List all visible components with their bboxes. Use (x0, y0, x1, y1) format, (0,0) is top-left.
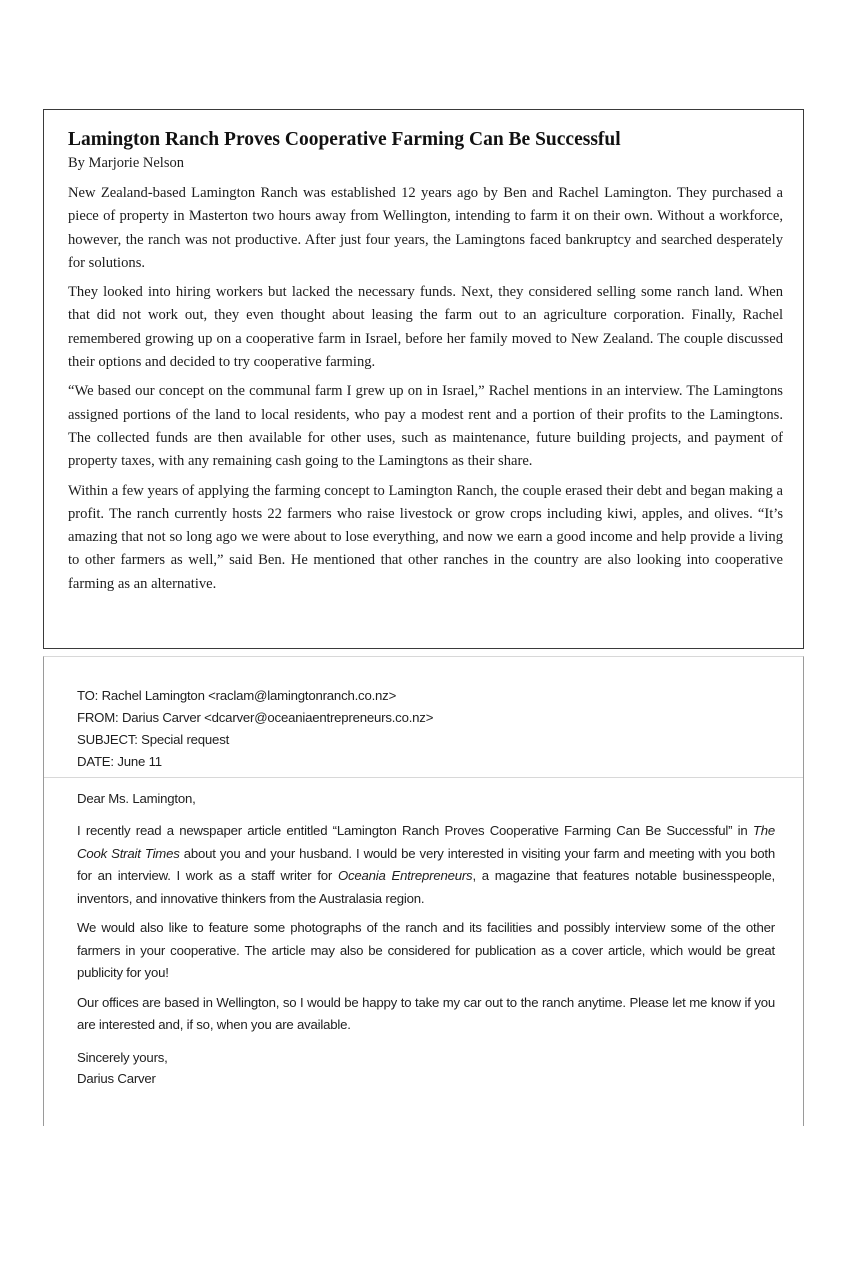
email-to-line: TO: Rachel Lamington <raclam@lamingtonranch.co.nz> (77, 688, 397, 703)
email-paragraph: Our offices are based in Wellington, so I would be happy to take my car out to the ranch anytime. Please let me know if you are interested and, if so, when you are available. (77, 994, 775, 1032)
magazine-name: Oceania Entrepreneurs (337, 868, 473, 883)
email-header (44, 657, 803, 778)
email-date-line: DATE: June 11 (77, 754, 162, 769)
article-paragraph: “We based our concept on the communal farm I grew up on in Israel,” Rachel mentions in an interview. The Lamingtons assigned portions of the land to local residents, who pay a modest rent and a portion of their profits to the Lamingtons. The collected funds are then available for other uses, such as maintenance, future building projects, and payment of property taxes, with any remaining cash going to the Lamingtons as their share. (68, 383, 783, 470)
email-text: about you and your husband. I would be very interested in visiting your farm and meeting with you both for an interview. I work as a staff writer for (77, 845, 775, 883)
email-text: , a magazine that features notable businesspeople, inventors, and innovative thinkers from the Australasia region. (77, 868, 775, 906)
email-signature: Darius Carver (77, 1070, 156, 1086)
article-paragraph: They looked into hiring workers but lacked the necessary funds. Next, they considered selling some ranch land. When that did not work out, they even thought about leasing the farm out to an agriculture corporation. Finally, Rachel remembered growing up on a cooperative farm in Israel, before her family moved to New Zealand. The couple discussed their options and decided to try cooperative farming. (68, 284, 783, 371)
email-from-line: FROM: Darius Carver <dcarver@oceaniaentrepreneurs.co.nz> (77, 710, 434, 725)
article-paragraph: Within a few years of applying the farming concept to Lamington Ranch, the couple erased their debt and began making a profit. The ranch currently hosts 22 farmers who raise livestock or grow crops including kiwi, apples, and olives. “It’s amazing that not so long ago we were about to lose everything, and now we earn a good income and help provide a living to other farmers as well,” said Ben. He mentioned that other ranches in the country are also looking into cooperative farming as an alternative. (68, 482, 783, 592)
article-byline: By Marjorie Nelson (68, 155, 184, 171)
newspaper-article (43, 109, 804, 649)
article-paragraph: New Zealand-based Lamington Ranch was established 12 years ago by Ben and Rachel Lamington. They purchased a piece of property in Masterton two hours away from Wellington, intending to farm it on their own. Without a workforce, however, the ranch was not productive. After just four years, the Lamingtons faced bankruptcy and searched desperately for solutions. (68, 185, 783, 271)
email-closing: Sincerely yours, (77, 1049, 168, 1065)
email-message (43, 656, 804, 1126)
email-text: I recently read a newspaper article entitled “Lamington Ranch Proves Cooperative Farming Can Be Successful” in (77, 823, 753, 838)
newspaper-name: The Cook Strait Times (77, 823, 775, 861)
email-subject-line: SUBJECT: Special request (77, 732, 230, 747)
email-paragraph: We would also like to feature some photographs of the ranch and its facilities and possibly interview some of the other farmers in your cooperative. The article may also be considered for publication as a cover article, which would be great publicity for you! (77, 920, 775, 980)
email-signoff (77, 1047, 775, 1089)
article-title: Lamington Ranch Proves Cooperative Farming Can Be Successful (68, 129, 621, 150)
email-body (44, 778, 803, 1089)
email-salutation: Dear Ms. Lamington, (77, 791, 196, 806)
email-paragraph (77, 820, 775, 910)
